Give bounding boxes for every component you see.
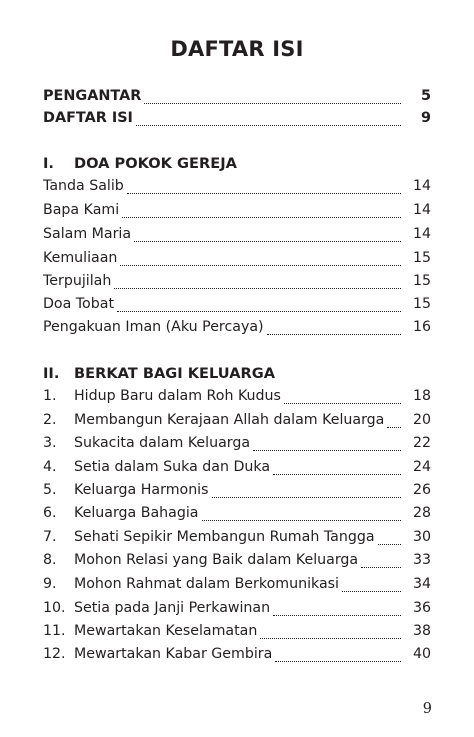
toc-entry-number: 1. xyxy=(43,388,57,404)
toc-entry-label: Mohon Relasi yang Baik dalam Keluarga xyxy=(74,552,359,568)
toc-entry-page: 16 xyxy=(412,319,431,335)
toc-entry-label: Terpujilah xyxy=(43,273,112,289)
toc-entry-pengantar xyxy=(43,88,431,110)
toc-entry-label: Membangun Kerajaan Allah dalam Keluarga xyxy=(74,412,385,428)
leader-dots xyxy=(260,637,401,639)
toc-entry-label: Sukacita dalam Keluarga xyxy=(74,435,251,451)
toc-entry-page: 9 xyxy=(420,110,431,126)
toc-entry-number: 3. xyxy=(43,435,57,451)
leader-dots xyxy=(267,333,401,335)
toc-entry xyxy=(43,250,431,272)
leader-dots xyxy=(387,426,401,428)
toc-entry-page: 38 xyxy=(412,623,431,639)
toc-entry-page: 36 xyxy=(412,600,431,616)
toc-entry xyxy=(43,273,431,295)
toc-entry-label: Kemuliaan xyxy=(43,250,118,266)
section-heading xyxy=(43,155,237,172)
leader-dots xyxy=(273,614,401,616)
toc-entry-label: Setia dalam Suka dan Duka xyxy=(74,459,271,475)
toc-entry-page: 33 xyxy=(412,552,431,568)
leader-dots xyxy=(275,660,401,662)
toc-entry-page: 22 xyxy=(412,435,431,451)
toc-entry-number: 8. xyxy=(43,552,57,568)
toc-entry-label: Mohon Rahmat dalam Berkomunikasi xyxy=(74,576,340,592)
toc-entry-page: 40 xyxy=(412,646,431,662)
page-number: 9 xyxy=(422,701,432,717)
toc-entry-label: Mewartakan Kabar Gembira xyxy=(74,646,273,662)
toc-entry-page: 24 xyxy=(412,459,431,475)
leader-dots xyxy=(120,264,401,266)
toc-entry xyxy=(43,646,431,668)
leader-dots xyxy=(122,216,401,218)
toc-entry-daftar-isi xyxy=(43,110,431,132)
toc-entry-number: 12. xyxy=(43,646,66,662)
toc-entry xyxy=(43,319,431,341)
toc-entry xyxy=(43,505,431,527)
toc-entry xyxy=(43,600,431,622)
leader-dots xyxy=(212,496,401,498)
toc-entry-page: 5 xyxy=(420,88,431,104)
toc-entry xyxy=(43,202,431,224)
page-title: DAFTAR ISI xyxy=(170,37,304,61)
section-number: I. xyxy=(43,155,54,172)
toc-entry-label: Salam Maria xyxy=(43,226,132,242)
toc-entry xyxy=(43,435,431,457)
toc-entry xyxy=(43,552,431,574)
toc-entry-label: Mewartakan Keselamatan xyxy=(74,623,258,639)
leader-dots xyxy=(202,519,401,521)
leader-dots xyxy=(253,449,401,451)
toc-entry-page: 14 xyxy=(412,226,431,242)
toc-entry xyxy=(43,296,431,318)
toc-entry-number: 11. xyxy=(43,623,66,639)
toc-entry-label: Setia pada Janji Perkawinan xyxy=(74,600,271,616)
leader-dots xyxy=(144,102,401,104)
toc-entry-label: Doa Tobat xyxy=(43,296,115,312)
toc-entry xyxy=(43,388,431,410)
toc-entry-label: Hidup Baru dalam Roh Kudus xyxy=(74,388,281,404)
toc-entry-label: Sehati Sepikir Membangun Rumah Tangga xyxy=(74,529,375,545)
toc-entry-page: 15 xyxy=(412,296,431,312)
toc-entry-page: 28 xyxy=(412,505,431,521)
toc-entry-page: 26 xyxy=(412,482,431,498)
toc-entry xyxy=(43,623,431,645)
toc-entry-page: 34 xyxy=(412,576,431,592)
toc-entry-page: 14 xyxy=(412,202,431,218)
leader-dots xyxy=(284,402,401,404)
toc-entry xyxy=(43,482,431,504)
toc-entry-label: Bapa Kami xyxy=(43,202,120,218)
toc-entry xyxy=(43,178,431,200)
leader-dots xyxy=(114,287,401,289)
section-heading xyxy=(43,365,275,382)
toc-entry-label: Pengakuan Iman (Aku Percaya) xyxy=(43,319,264,335)
toc-entry-number: 2. xyxy=(43,412,57,428)
toc-entry-label: Keluarga Bahagia xyxy=(74,505,199,521)
toc-entry-page: 15 xyxy=(412,273,431,289)
toc-entry xyxy=(43,226,431,248)
toc-entry-number: 9. xyxy=(43,576,57,592)
toc-entry xyxy=(43,459,431,481)
leader-dots xyxy=(273,473,401,475)
section-number: II. xyxy=(43,365,60,382)
leader-dots xyxy=(136,124,401,126)
toc-entry-label: Tanda Salib xyxy=(43,178,124,194)
toc-entry xyxy=(43,576,431,598)
leader-dots xyxy=(117,310,401,312)
toc-entry-page: 14 xyxy=(412,178,431,194)
toc-entry-label: PENGANTAR xyxy=(43,88,142,104)
toc-entry-number: 4. xyxy=(43,459,57,475)
leader-dots xyxy=(378,543,401,545)
section-title: BERKAT BAGI KELUARGA xyxy=(74,365,276,382)
toc-entry-page: 20 xyxy=(412,412,431,428)
toc-entry-number: 7. xyxy=(43,529,57,545)
toc-entry-number: 10. xyxy=(43,600,66,616)
toc-entry-number: 5. xyxy=(43,482,57,498)
leader-dots xyxy=(127,192,401,194)
toc-entry-label: DAFTAR ISI xyxy=(43,110,133,126)
toc-entry xyxy=(43,412,431,434)
leader-dots xyxy=(342,590,401,592)
leader-dots xyxy=(361,566,401,568)
section-title: DOA POKOK GEREJA xyxy=(74,155,237,172)
toc-entry-number: 6. xyxy=(43,505,57,521)
toc-entry-page: 30 xyxy=(412,529,431,545)
toc-entry xyxy=(43,529,431,551)
toc-entry-page: 18 xyxy=(412,388,431,404)
toc-entry-label: Keluarga Harmonis xyxy=(74,482,209,498)
toc-entry-page: 15 xyxy=(412,250,431,266)
leader-dots xyxy=(134,240,401,242)
